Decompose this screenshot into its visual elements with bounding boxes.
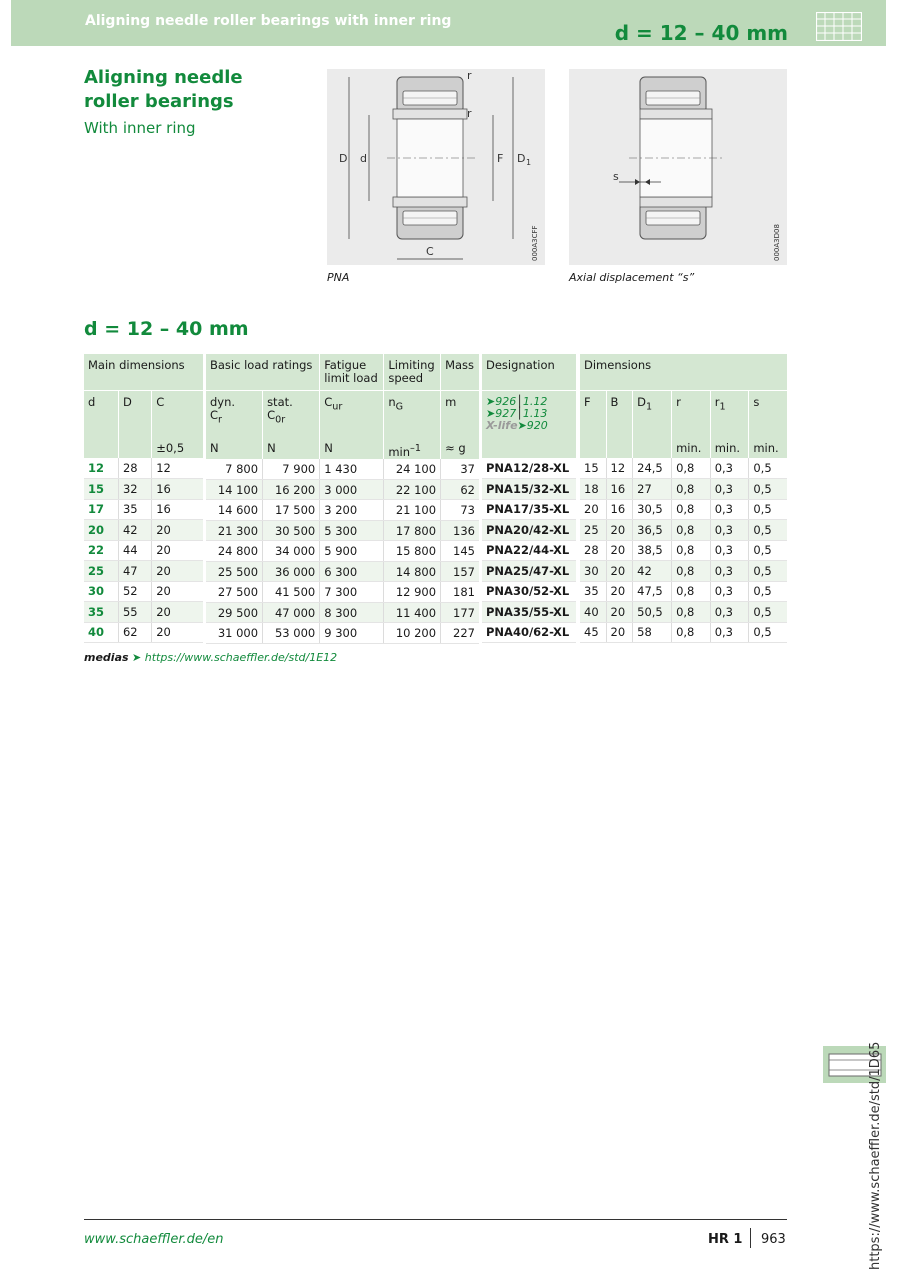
- cell-C0r: 7 900: [263, 459, 320, 480]
- unit-r-min: min.: [672, 438, 711, 458]
- figure-axial-displacement: [569, 69, 787, 265]
- cell-D: 44: [118, 540, 151, 561]
- unit-nG: $\min^{-1}$: [384, 438, 441, 459]
- cell-r1: 0,3: [710, 520, 749, 541]
- cell-B: 12: [606, 458, 633, 479]
- cell-nG: 21 100: [384, 500, 441, 521]
- col-d: d: [84, 390, 118, 438]
- cell-C: 20: [152, 561, 203, 582]
- cell-d: 40: [84, 622, 118, 643]
- label-C: C: [426, 245, 434, 258]
- header-designation: Designation: [482, 354, 576, 390]
- cell-D1: 36,5: [633, 520, 672, 541]
- cell-D: 28: [118, 458, 151, 479]
- cell-D: 32: [118, 479, 151, 500]
- cell-d: 22: [84, 540, 118, 561]
- cell-r1: 0,3: [710, 540, 749, 561]
- label-r-top: r: [467, 69, 472, 82]
- figure-code-1: 000A3CFF: [531, 225, 539, 261]
- col-D: D: [118, 390, 151, 438]
- cell-Cr: 21 300: [206, 520, 263, 541]
- table-row: [580, 602, 787, 623]
- cell-nG: 15 800: [384, 541, 441, 562]
- cell-D1: 50,5: [633, 602, 672, 623]
- bearing-cross-section-pna: [327, 69, 545, 265]
- cell-F: 45: [580, 622, 606, 643]
- cell-s: 0,5: [749, 622, 787, 643]
- cell-Cr: 25 500: [206, 561, 263, 582]
- table-row: [84, 602, 203, 623]
- cell-Cur: 3 000: [320, 479, 384, 500]
- cell-F: 28: [580, 540, 606, 561]
- cell-r: 0,8: [672, 479, 711, 500]
- cell-Cur: 9 300: [320, 623, 384, 644]
- header-dimensions: Dimensions: [580, 354, 787, 390]
- cell-Cur: 5 900: [320, 541, 384, 562]
- cell-r: 0,8: [672, 520, 711, 541]
- heading-line-2: roller bearings: [84, 91, 234, 112]
- cell-F: 30: [580, 561, 606, 582]
- cell-s: 0,5: [749, 479, 787, 500]
- footer-url[interactable]: www.schaeffler.de/en: [84, 1232, 224, 1247]
- cell-B: 20: [606, 540, 633, 561]
- arrow-icon: ➤: [486, 406, 496, 420]
- cell-B: 20: [606, 520, 633, 541]
- cell-designation: PNA17/35-XL: [482, 499, 576, 520]
- table-row: [206, 520, 479, 541]
- cell-designation: PNA35/55-XL: [482, 602, 576, 623]
- page-subheading: With inner ring: [84, 119, 196, 137]
- section-title: d = 12 – 40 mm: [84, 318, 249, 340]
- cell-D: 55: [118, 602, 151, 623]
- cell-m: 177: [441, 602, 479, 623]
- table-row: [482, 499, 576, 520]
- header-basic-load-ratings: Basic load ratings: [206, 354, 320, 390]
- cell-r1: 0,3: [710, 479, 749, 500]
- cell-d: 15: [84, 479, 118, 500]
- cell-Cur: 7 300: [320, 582, 384, 603]
- table-row: [580, 458, 787, 479]
- table-row: [580, 561, 787, 582]
- footer-separator: [750, 1228, 751, 1248]
- header-main-dimensions: Main dimensions: [84, 354, 203, 390]
- cell-B: 20: [606, 581, 633, 602]
- page-number: 963: [761, 1232, 786, 1247]
- cell-d: 12: [84, 458, 118, 479]
- cell-nG: 12 900: [384, 582, 441, 603]
- table-row: [206, 541, 479, 562]
- cell-designation: PNA40/62-XL: [482, 622, 576, 643]
- designation-refs: ➤926│1.12 ➤927│1.13 X-life➤920: [482, 390, 576, 438]
- col-C: C: [152, 390, 203, 438]
- cell-s: 0,5: [749, 602, 787, 623]
- label-D1-sub: 1: [526, 158, 532, 167]
- col-F: F: [580, 390, 606, 438]
- table-row: [206, 500, 479, 521]
- cell-D1: 30,5: [633, 499, 672, 520]
- arrow-icon: ➤: [517, 418, 527, 432]
- label-D1: D: [517, 152, 526, 165]
- cell-F: 25: [580, 520, 606, 541]
- cell-D: 62: [118, 622, 151, 643]
- header-fatigue-limit-load: Fatigue limit load: [320, 354, 384, 390]
- cell-D1: 42: [633, 561, 672, 582]
- table-row: [580, 520, 787, 541]
- cell-designation: PNA15/32-XL: [482, 479, 576, 500]
- cell-s: 0,5: [749, 581, 787, 602]
- cell-Cur: 8 300: [320, 602, 384, 623]
- cell-r: 0,8: [672, 561, 711, 582]
- table-row: [580, 479, 787, 500]
- cell-Cur: 3 200: [320, 500, 384, 521]
- unit-C0r: N: [263, 438, 320, 459]
- cell-C0r: 17 500: [263, 500, 320, 521]
- table-row: [482, 581, 576, 602]
- col-D1: $D_1$: [633, 390, 672, 438]
- cell-Cr: 14 100: [206, 479, 263, 500]
- table-load-ratings: [206, 354, 479, 644]
- cell-Cr: 14 600: [206, 500, 263, 521]
- col-r1: $r_1$: [710, 390, 749, 438]
- cell-D1: 27: [633, 479, 672, 500]
- cell-r1: 0,3: [710, 458, 749, 479]
- page-heading: [84, 66, 284, 114]
- header-bar: [11, 0, 886, 46]
- figure-caption-pna: PNA: [327, 271, 350, 284]
- col-nG: $n_G$: [384, 390, 441, 438]
- header-limiting-speed: Limiting speed: [384, 354, 441, 390]
- header-range: d = 12 – 40 mm: [614, 21, 788, 45]
- col-Cr: dyn. $C_r$: [206, 390, 263, 438]
- cell-Cr: 29 500: [206, 602, 263, 623]
- cell-nG: 11 400: [384, 602, 441, 623]
- label-d: d: [360, 152, 367, 165]
- figure-caption-axial: Axial displacement “s”: [569, 271, 695, 284]
- table-row: [580, 540, 787, 561]
- cell-r1: 0,3: [710, 561, 749, 582]
- table-row: [84, 479, 203, 500]
- cell-B: 20: [606, 622, 633, 643]
- cell-d: 20: [84, 520, 118, 541]
- cell-nG: 24 100: [384, 459, 441, 480]
- unit-C-tol: ±0,5: [152, 438, 203, 458]
- cell-D1: 24,5: [633, 458, 672, 479]
- cell-nG: 22 100: [384, 479, 441, 500]
- cell-C0r: 16 200: [263, 479, 320, 500]
- cell-B: 20: [606, 561, 633, 582]
- table-row: [206, 602, 479, 623]
- cell-B: 16: [606, 499, 633, 520]
- footer-section: HR 1: [708, 1232, 743, 1247]
- cell-Cur: 6 300: [320, 561, 384, 582]
- cell-Cur: 1 430: [320, 459, 384, 480]
- cell-D: 52: [118, 581, 151, 602]
- cell-nG: 14 800: [384, 561, 441, 582]
- cell-F: 35: [580, 581, 606, 602]
- table-row: [482, 540, 576, 561]
- cell-m: 227: [441, 623, 479, 644]
- cell-r: 0,8: [672, 499, 711, 520]
- table-row: [206, 623, 479, 644]
- col-s: s: [749, 390, 787, 438]
- table-row: [84, 622, 203, 643]
- cell-designation: PNA20/42-XL: [482, 520, 576, 541]
- table-row: [84, 581, 203, 602]
- table-row: [482, 479, 576, 500]
- cell-C0r: 53 000: [263, 623, 320, 644]
- cell-s: 0,5: [749, 540, 787, 561]
- table-row: [580, 622, 787, 643]
- unit-Cr: N: [206, 438, 263, 459]
- table-row: [482, 561, 576, 582]
- bearing-axial-displacement: [569, 69, 787, 265]
- cell-d: 17: [84, 499, 118, 520]
- footer-divider: [84, 1219, 787, 1220]
- cell-m: 145: [441, 541, 479, 562]
- cell-r1: 0,3: [710, 499, 749, 520]
- cell-C0r: 34 000: [263, 541, 320, 562]
- cell-s: 0,5: [749, 458, 787, 479]
- arrow-icon: ➤: [132, 651, 142, 664]
- cell-designation: PNA22/44-XL: [482, 540, 576, 561]
- cell-D: 47: [118, 561, 151, 582]
- cell-r: 0,8: [672, 622, 711, 643]
- xlife-logo: X-life: [486, 418, 518, 432]
- cell-Cr: 7 800: [206, 459, 263, 480]
- arrow-icon: ➤: [486, 394, 496, 408]
- cell-r: 0,8: [672, 540, 711, 561]
- cell-d: 30: [84, 581, 118, 602]
- cell-s: 0,5: [749, 520, 787, 541]
- cell-m: 157: [441, 561, 479, 582]
- cell-C: 16: [152, 499, 203, 520]
- heading-line-1: Aligning needle: [84, 67, 243, 88]
- table-row: [206, 582, 479, 603]
- col-m: m: [441, 390, 479, 438]
- cell-F: 20: [580, 499, 606, 520]
- col-B: B: [606, 390, 633, 438]
- cell-C: 20: [152, 520, 203, 541]
- cell-designation: PNA30/52-XL: [482, 581, 576, 602]
- cell-B: 16: [606, 479, 633, 500]
- unit-s-min: min.: [749, 438, 787, 458]
- cell-C: 16: [152, 479, 203, 500]
- cell-Cur: 5 300: [320, 520, 384, 541]
- cell-r: 0,8: [672, 458, 711, 479]
- cell-r1: 0,3: [710, 581, 749, 602]
- table-main-dimensions: [84, 354, 203, 643]
- col-Cur: $C_{ur}$: [320, 390, 384, 438]
- cell-m: 136: [441, 520, 479, 541]
- unit-Cur: N: [320, 438, 384, 459]
- table-row: [84, 520, 203, 541]
- table-grid-icon: [816, 12, 862, 41]
- cell-m: 37: [441, 459, 479, 480]
- cell-C: 20: [152, 602, 203, 623]
- header-mass: Mass: [441, 354, 479, 390]
- cell-designation: PNA12/28-XL: [482, 458, 576, 479]
- table-row: [84, 499, 203, 520]
- cell-m: 62: [441, 479, 479, 500]
- table-row: [84, 540, 203, 561]
- cell-nG: 10 200: [384, 623, 441, 644]
- table-row: [482, 520, 576, 541]
- table-row: [84, 458, 203, 479]
- cell-Cr: 31 000: [206, 623, 263, 644]
- figure-pna-drawing: [327, 69, 545, 265]
- table-row: [580, 581, 787, 602]
- cell-m: 73: [441, 500, 479, 521]
- cell-r1: 0,3: [710, 622, 749, 643]
- label-F: F: [497, 152, 504, 165]
- cell-Cr: 27 500: [206, 582, 263, 603]
- table-row: [206, 561, 479, 582]
- medias-link[interactable]: medias ➤ https://www.schaeffler.de/std/1E12: [84, 651, 338, 664]
- cell-Cr: 24 800: [206, 541, 263, 562]
- cell-r1: 0,3: [710, 602, 749, 623]
- cell-nG: 17 800: [384, 520, 441, 541]
- cell-F: 18: [580, 479, 606, 500]
- cell-B: 20: [606, 602, 633, 623]
- cell-C0r: 41 500: [263, 582, 320, 603]
- cell-C: 20: [152, 622, 203, 643]
- cell-C: 20: [152, 581, 203, 602]
- cell-designation: PNA25/47-XL: [482, 561, 576, 582]
- label-D: D: [339, 152, 348, 165]
- table-row: [482, 458, 576, 479]
- cell-d: 25: [84, 561, 118, 582]
- cell-r: 0,8: [672, 581, 711, 602]
- unit-r1-min: min.: [710, 438, 749, 458]
- cell-d: 35: [84, 602, 118, 623]
- cell-D1: 38,5: [633, 540, 672, 561]
- side-url[interactable]: https://www.schaeffler.de/std/1D65: [868, 1041, 883, 1270]
- cell-D: 35: [118, 499, 151, 520]
- table-row: [580, 499, 787, 520]
- label-r-inner: r: [467, 107, 472, 120]
- table-row: [206, 479, 479, 500]
- cell-m: 181: [441, 582, 479, 603]
- table-designation: [482, 354, 576, 643]
- cell-C0r: 36 000: [263, 561, 320, 582]
- col-r: r: [672, 390, 711, 438]
- cell-C: 12: [152, 458, 203, 479]
- table-row: [482, 602, 576, 623]
- label-s: s: [613, 170, 619, 183]
- col-C0r: stat. $C_{0r}$: [263, 390, 320, 438]
- cell-F: 40: [580, 602, 606, 623]
- header-title: Aligning needle roller bearings with inner ring: [85, 13, 452, 29]
- cell-C0r: 47 000: [263, 602, 320, 623]
- figure-code-2: 000A3D08: [773, 224, 781, 261]
- cell-s: 0,5: [749, 561, 787, 582]
- cell-D1: 58: [633, 622, 672, 643]
- table-row: [482, 622, 576, 643]
- cell-D: 42: [118, 520, 151, 541]
- table-row: [84, 561, 203, 582]
- cell-F: 15: [580, 458, 606, 479]
- cell-r: 0,8: [672, 602, 711, 623]
- cell-D1: 47,5: [633, 581, 672, 602]
- table-dimensions: [580, 354, 787, 643]
- table-row: [206, 459, 479, 480]
- cell-s: 0,5: [749, 499, 787, 520]
- medias-url[interactable]: https://www.schaeffler.de/std/1E12: [144, 651, 338, 664]
- unit-m: ≈ g: [441, 438, 479, 459]
- cell-C0r: 30 500: [263, 520, 320, 541]
- cell-C: 20: [152, 540, 203, 561]
